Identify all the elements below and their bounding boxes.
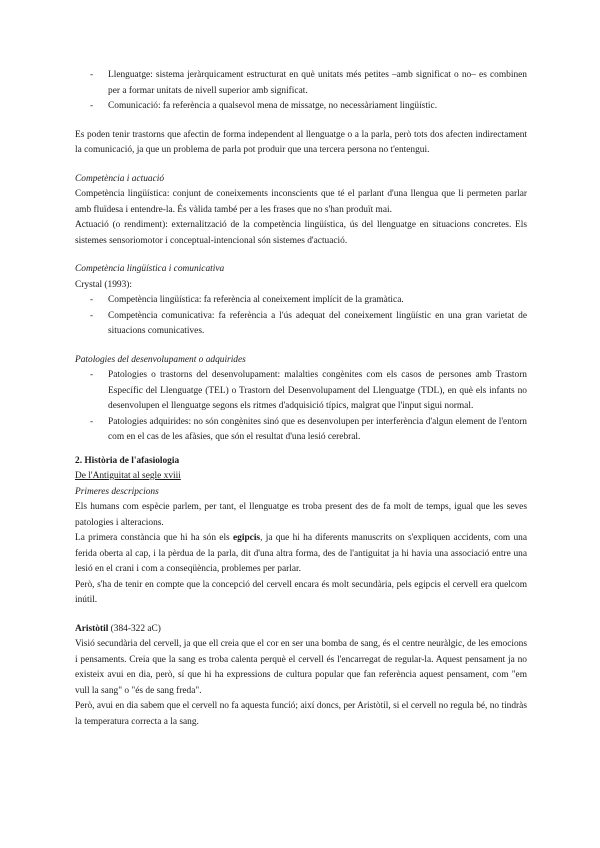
patologies-list (75, 368, 527, 446)
aristotil-name: Aristòtil (75, 623, 109, 634)
list-item-competencia-linguistica: - Competència lingüística: fa referència al coneixement implícit de la gramàtica. (75, 293, 527, 309)
document-page (75, 68, 527, 730)
egipcis-bold: egipcis (233, 533, 261, 543)
aristotil-dates: (384-322 aC) (108, 623, 161, 634)
paragraph-aristotil-2: Però, avui en dia sabem que el cervell no fa aquesta funció; així doncs, per Aristòtil, si el cervell no regula bé, no tindràs la temperatura correcta a la sang. (75, 701, 527, 727)
paragraph-cervell-secundari: Però, s'ha de tenir en compte que la concepció del cervell encara és molt secundària, pels egipcis el cervell era quelcom inútil. (75, 579, 527, 605)
paragraph-competencia-linguistica: Competència lingüística: conjunt de coneixements inconscients que té el parlant d'una llengua que li permeten parlar amb fluïdesa i entendre-la. És vàlida també per a les frases que no s'han produït mai. (75, 189, 527, 215)
egipcis-text-a: La primera constància que hi ha són els (75, 533, 233, 543)
subsubheading-primeres-descripcions: Primeres descripcions (75, 486, 159, 497)
section-title-patologies: Patologies del desenvolupament o adquirides (75, 354, 246, 365)
section-title-competencia-actuacio: Competència i actuació (75, 173, 165, 184)
list-item-patologies-adquirides: - Patologies adquirides: no són congènites sinó que es desenvolupen per interferència d'algun element de l'entorn com en el cas de les afàsies, que són el resultat d'una lesió cerebral. (75, 415, 527, 446)
section-title-competencia-comunicativa: Competència lingüística i comunicativa (75, 264, 225, 274)
paragraph-humans: Els humans com espècie parlem, per tant, el llenguatge es troba present des de fa molt de temps, igual que les seves patologies i alteracions. (75, 502, 527, 528)
paragraph-actuacio: Actuació (o rendiment): externalització de la competència lingüística, ús del llenguatge en situacions concretes. Els sistemes sensoriomotor i conceptual-intencional són sistemes d'actuació. (75, 220, 527, 246)
intro-paragraph: Es poden tenir trastorns que afectin de forma independent al llenguatge o a la parla, però tots dos afecten indirectament la comunicació, ja que un problema de parla pot produir que una tercera persona no t'entengui. (75, 129, 527, 155)
list-item-llenguatge: - Llenguatge: sistema jeràrquicament estructurat en què unitats més petites –amb significat o no– es combinen per a formar unitats de nivell superior amb significat. (75, 68, 527, 99)
subheading-antiguitat: De l'Antiguitat al segle xviii (75, 471, 181, 481)
list-item-patologies-desenvolupament: - Patologies o trastorns del desenvolupament: malalties congènites com els casos de persones amb Trastorn Específic del Llenguatge (TEL) o Trastorn del Desenvolupament del Llenguatge (TDL), en què els infants no desenvolupen el llenguatge segons els ritmes d'adquisició típics, malgrat que l'input sigui normal. (75, 368, 527, 415)
definition-list (75, 68, 527, 115)
egipcis-text-b: , ja que hi ha diferents manuscrits on s'expliquen accidents, com una ferida oberta al cap, i la pèrdua de la parla, dit d'una altra forma, des de l'antiguitat ja hi havia una associació entre una lesió en el crani i com a conseqüència, problemes per parlar. (75, 533, 527, 574)
paragraph-aristotil-1: Visió secundària del cervell, ja que ell creia que el cor en ser una bomba de sang, és el centre neuràlgic, de les emocions i pensaments. Creia que la sang es troba calenta perquè el cervell és l'encarregat de regular-la. Aquest pensament ja no existeix avui en dia, però, sí que hi ha expressions de cultura popular que fan referència aquest pensament, com "em vull la sang" o "és de sang freda". (75, 639, 527, 696)
paragraph-egipcis (75, 531, 527, 578)
aristotil-heading (75, 622, 527, 638)
competencia-list (75, 293, 527, 340)
list-item-competencia-comunicativa: - Competència comunicativa: fa referència a l'ús adequat del coneixement lingüístic en una gran varietat de situacions comunicatives. (75, 309, 527, 340)
section-heading-historia: 2. Història de l'afasiologia (75, 455, 180, 466)
list-item-comunicacio: - Comunicació: fa referència a qualsevol mena de missatge, no necessàriament lingüístic. (75, 99, 527, 115)
citation-crystal: Crystal (1993): (75, 279, 133, 290)
